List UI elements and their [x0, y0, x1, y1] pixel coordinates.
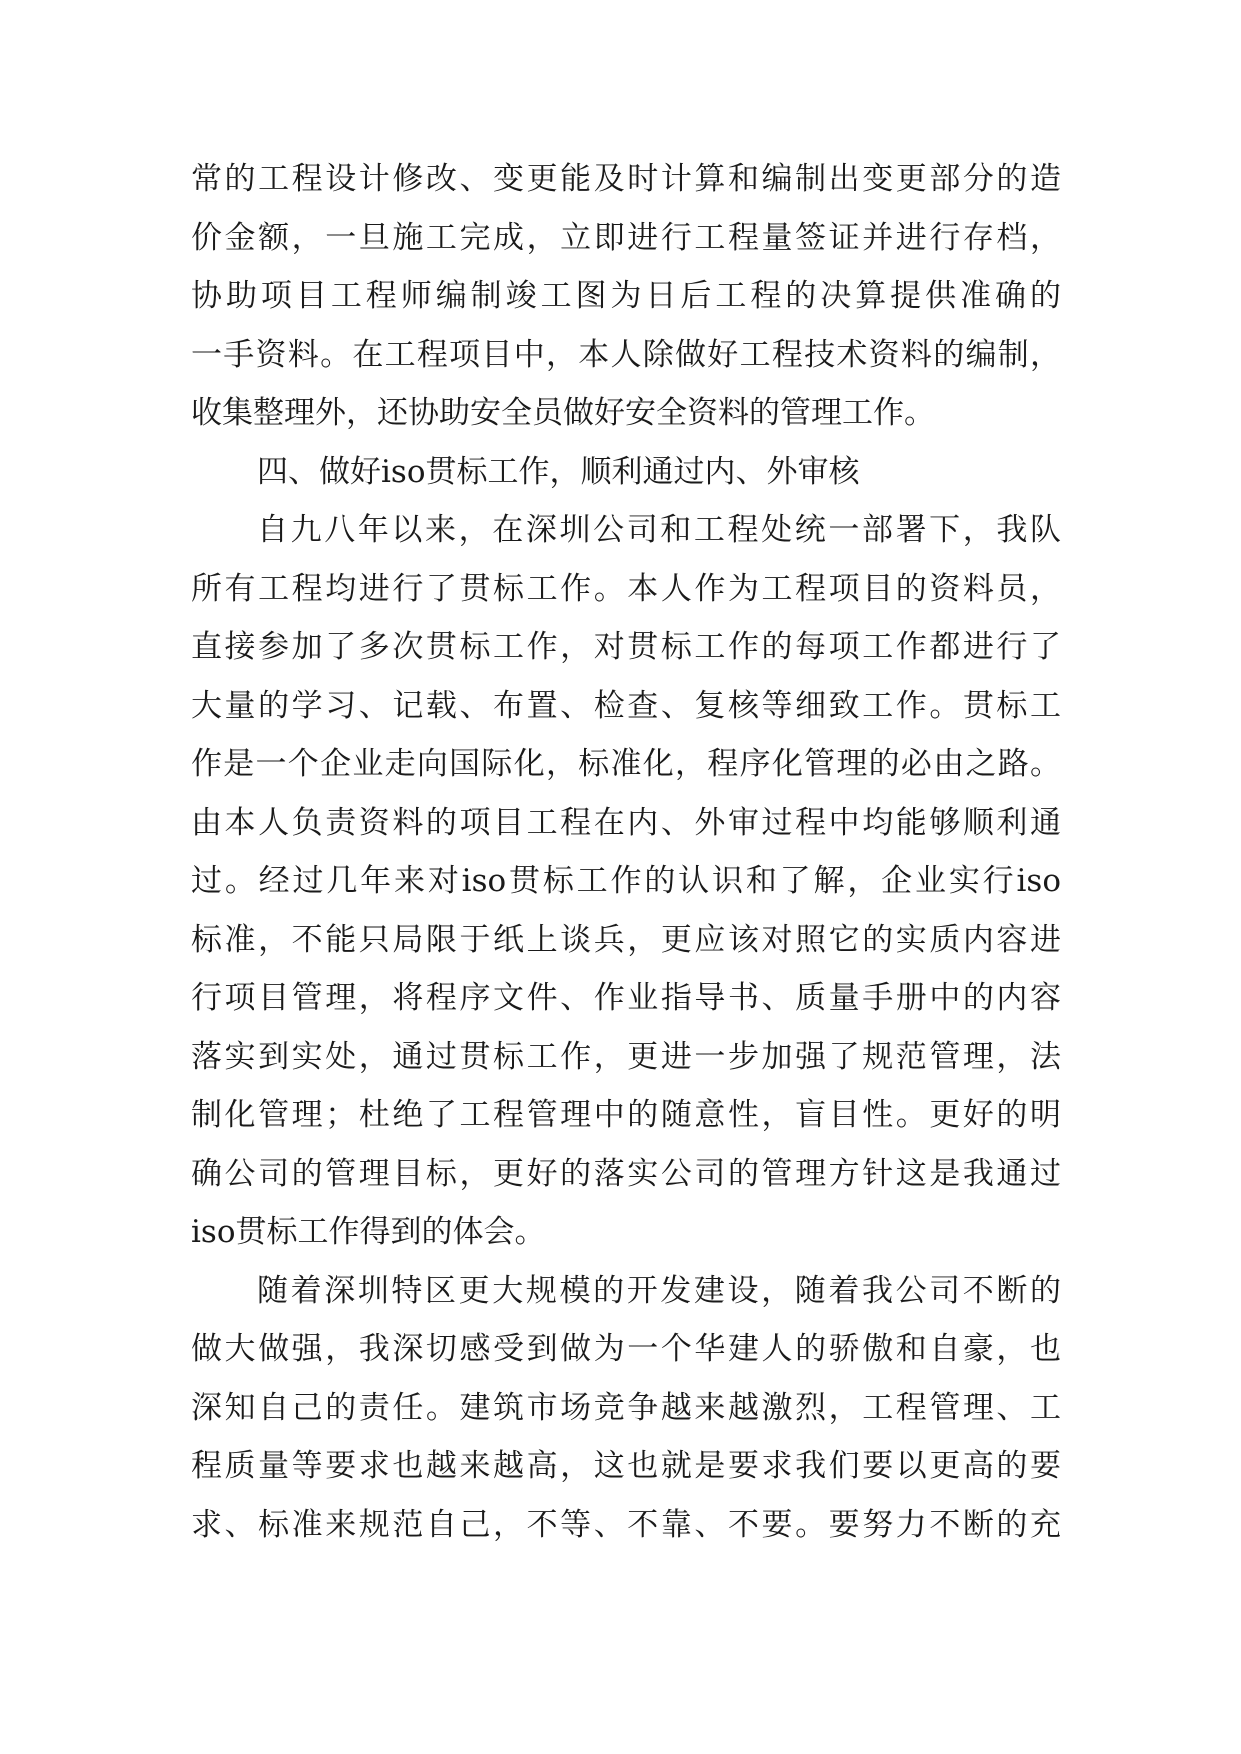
text-line: 常的工程设计修改、变更能及时计算和编制出变更部分的造	[191, 161, 1061, 197]
text-line: 过。经过几年来对iso贯标工作的认识和了解，企业实行iso	[191, 863, 1061, 899]
body-text	[191, 150, 1061, 1554]
section-heading: 四、做好iso贯标工作，顺利通过内、外审核	[257, 453, 860, 490]
text-line: iso贯标工作得到的体会。	[191, 1214, 546, 1250]
text-line: 所有工程均进行了贯标工作。本人作为工程项目的资料员，	[191, 570, 1061, 607]
text-line: 大量的学习、记载、布置、检查、复核等细致工作。贯标工	[191, 687, 1061, 724]
text-line: 深知自己的责任。建筑市场竞争越来越激烈，工程管理、工	[191, 1389, 1061, 1426]
text-line: 制化管理；杜绝了工程管理中的随意性，盲目性。更好的明	[191, 1097, 1061, 1133]
text-line: 标准，不能只局限于纸上谈兵，更应该对照它的实质内容进	[191, 921, 1061, 958]
text-line: 确公司的管理目标，更好的落实公司的管理方针这是我通过	[191, 1155, 1061, 1192]
text-line: 随着深圳特区更大规模的开发建设，随着我公司不断的	[257, 1272, 1061, 1309]
text-line: 协助项目工程师编制竣工图为日后工程的决算提供准确的	[191, 278, 1061, 314]
text-line: 求、标准来规范自己，不等、不靠、不要。要努力不断的充	[191, 1506, 1061, 1543]
text-line: 做大做强，我深切感受到做为一个华建人的骄傲和自豪，也	[191, 1331, 1061, 1367]
text-line: 程质量等要求也越来越高，这也就是要求我们要以更高的要	[191, 1448, 1061, 1484]
text-line: 一手资料。在工程项目中，本人除做好工程技术资料的编制，	[191, 336, 1061, 373]
text-line: 收集整理外，还协助安全员做好安全资料的管理工作。	[191, 395, 935, 431]
text-line: 落实到实处，通过贯标工作，更进一步加强了规范管理，法	[191, 1038, 1061, 1075]
text-line: 行项目管理，将程序文件、作业指导书、质量手册中的内容	[191, 980, 1061, 1016]
text-line: 价金额，一旦施工完成，立即进行工程量签证并进行存档，	[191, 219, 1061, 256]
text-line: 由本人负责资料的项目工程在内、外审过程中均能够顺利通	[191, 804, 1061, 841]
text-line: 自九八年以来，在深圳公司和工程处统一部署下，我队	[257, 512, 1061, 548]
text-line: 作是一个企业走向国际化，标准化，程序化管理的必由之路。	[191, 746, 1061, 782]
text-line: 直接参加了多次贯标工作，对贯标工作的每项工作都进行了	[191, 629, 1061, 665]
